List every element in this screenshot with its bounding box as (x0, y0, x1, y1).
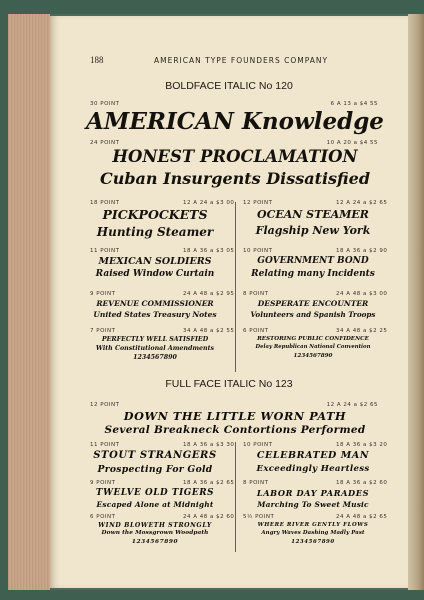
font-count: 24 A 48 a $2 60 (183, 514, 235, 520)
specimen-line: Down the Mossgrown Woodpath (101, 530, 209, 536)
font-count: 18 A 36 a $2 90 (336, 248, 388, 254)
font-count: 12 A 24 a $3 00 (183, 200, 235, 206)
specimen-line: Escaped Alone at Midnight (96, 500, 214, 509)
font-count: 18 A 36 a $3 05 (183, 248, 235, 254)
specimen-line: Volunteers and Spanish Troops (250, 310, 376, 319)
size-label: 8 POINT (243, 480, 269, 486)
size-label: 9 POINT (90, 291, 116, 297)
font-count: 24 A 48 a $3 00 (336, 291, 388, 297)
font-count: 24 A 48 a $2 95 (183, 291, 235, 297)
specimen-line: Several Breakneck Contortions Performed (104, 424, 366, 436)
specimen-line: Prospecting For Gold (97, 464, 213, 475)
column-divider (235, 442, 236, 552)
font-count: 18 A 36 a $3 20 (336, 442, 388, 448)
specimen-line: GOVERNMENT BOND (257, 256, 369, 266)
specimen-line: AMERICAN Knowledge (86, 108, 384, 135)
specimen-line: DESPERATE ENCOUNTER (257, 299, 369, 308)
specimen-line: RESTORING PUBLIC CONFIDENCE (257, 336, 369, 342)
specimen-line: PICKPOCKETS (102, 207, 208, 222)
specimen-line: Angry Waves Dashing Madly Past (261, 530, 365, 536)
specimen-line: DOWN THE LITTLE WORN PATH (123, 409, 347, 423)
specimen-line: Raised Window Curtain (95, 269, 215, 279)
size-label: 24 POINT (90, 140, 120, 146)
running-head: AMERICAN TYPE FOUNDERS COMPANY (154, 56, 329, 65)
cover-edge-bottom (0, 590, 424, 600)
specimen-line: CELEBRATED MAN (256, 450, 370, 461)
specimen-line: Delay Republican National Convention (255, 344, 371, 350)
specimen-line: 1234567890 (131, 539, 179, 545)
specimen-line: 1234567890 (293, 353, 333, 359)
specimen-line: Flagship New York (255, 224, 371, 237)
section-title-boldface-italic: BOLDFACE ITALIC No 120 (165, 80, 293, 92)
specimen-line: Cuban Insurgents Dissatisfied (99, 169, 371, 188)
font-count: 24 A 48 a $2 65 (336, 514, 388, 520)
size-label: 6 POINT (90, 514, 116, 520)
catalog-page (50, 16, 408, 588)
specimen-line: HONEST PROCLAMATION (112, 147, 358, 166)
specimen-line: STOUT STRANGERS (93, 450, 217, 461)
specimen-line: PERFECTLY WELL SATISFIED (101, 336, 209, 343)
size-label: 18 POINT (90, 200, 120, 206)
size-label: 8 POINT (243, 291, 269, 297)
cover-edge-left (0, 0, 8, 600)
font-count: 18 A 36 a $3 30 (183, 442, 235, 448)
size-label: 10 POINT (243, 248, 273, 254)
size-label: 12 POINT (243, 200, 273, 206)
font-count: 34 A 48 a $2 55 (183, 328, 235, 334)
font-count: 18 A 36 a $2 60 (336, 480, 388, 486)
page-number: 188 (90, 55, 104, 65)
specimen-line: Relating many Incidents (251, 269, 375, 279)
specimen-line: LABOR DAY PARADES (256, 488, 370, 498)
font-count: 18 A 36 a $2 65 (183, 480, 235, 486)
specimen-line: WHERE RIVER GENTLY FLOWS (257, 522, 369, 528)
specimen-line: United States Treasury Notes (93, 310, 217, 319)
size-label: 11 POINT (90, 248, 120, 254)
column-divider (235, 202, 236, 372)
section-title-full-face-italic: FULL FACE ITALIC No 123 (165, 378, 293, 390)
size-label: 5½ POINT (243, 514, 275, 520)
specimen-line: Exceedingly Heartless (256, 464, 370, 474)
specimen-line: REVENUE COMMISSIONER (96, 299, 214, 308)
specimen-line: WIND BLOWETH STRONGLY (98, 522, 212, 529)
size-label: 12 POINT (90, 402, 120, 408)
font-count: 34 A 48 a $2 25 (336, 328, 388, 334)
specimen-line: With Constitutional Amendments (95, 345, 215, 352)
size-label: 6 POINT (243, 328, 269, 334)
specimen-line: Hunting Steamer (96, 225, 214, 239)
specimen-line: 1234567890 (133, 354, 177, 361)
font-count: 12 A 24 a $2 65 (326, 402, 378, 408)
font-count: 12 A 24 a $2 65 (336, 200, 388, 206)
cover-edge-top (0, 0, 424, 14)
specimen-line: 1234567890 (291, 539, 335, 545)
font-count: 6 A 13 a $4 55 (330, 101, 378, 107)
specimen-line: OCEAN STEAMER (257, 208, 369, 221)
specimen-line: MEXICAN SOLDIERS (98, 256, 212, 267)
page-edges (8, 14, 50, 590)
size-label: 30 POINT (90, 101, 120, 107)
specimen-line: TWELVE OLD TIGERS (95, 488, 215, 498)
binding-gutter (408, 14, 424, 590)
font-count: 10 A 20 a $4 55 (326, 140, 378, 146)
specimen-line: Marching To Sweet Music (257, 500, 369, 509)
size-label: 11 POINT (90, 442, 120, 448)
size-label: 7 POINT (90, 328, 116, 334)
size-label: 10 POINT (243, 442, 273, 448)
size-label: 9 POINT (90, 480, 116, 486)
